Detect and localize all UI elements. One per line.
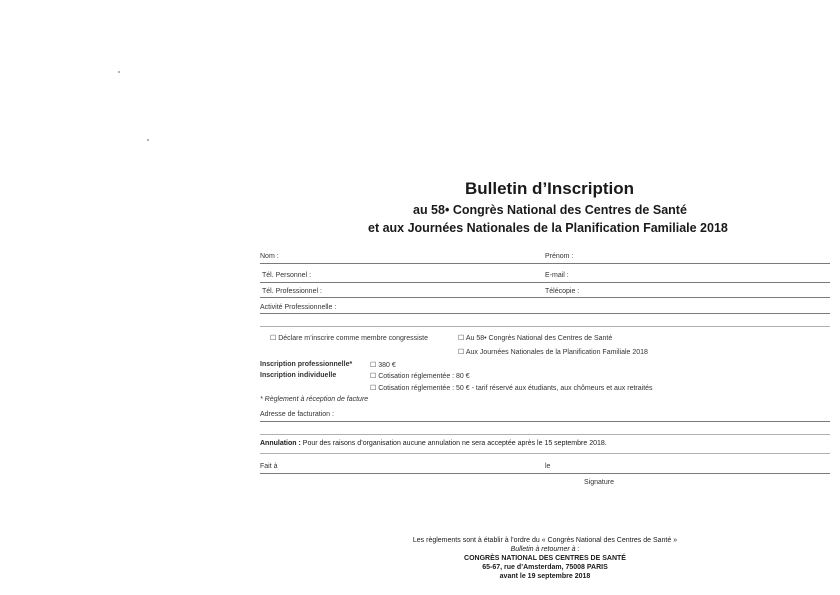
field-line-activite[interactable]: [260, 313, 830, 314]
field-line-nom[interactable]: [260, 263, 830, 264]
label-email: E-mail :: [545, 272, 569, 279]
field-line-activite-2[interactable]: [260, 326, 830, 327]
form-subtitle-journees: et aux Journées Nationales de la Planification Familiale 2018: [368, 221, 728, 235]
footer-adresse: 65-67, rue d’Amsterdam, 75008 PARIS: [482, 564, 608, 571]
footer-organisme: CONGRÈS NATIONAL DES CENTRES DE SANTÉ: [464, 555, 626, 562]
footer-date-limite: avant le 19 septembre 2018: [499, 573, 591, 580]
form-footer: [390, 536, 700, 581]
checkbox-cotisation-50[interactable]: ☐ Cotisation réglementée : 50 € - tarif réservé aux étudiants, aux chômeurs et aux retraités: [370, 385, 653, 392]
field-line-facturation-2[interactable]: [260, 434, 830, 435]
label-inscription-pro: Inscription professionnelle*: [260, 361, 353, 368]
checkbox-congres[interactable]: ☐ Au 58• Congrès National des Centres de Santé: [458, 335, 613, 342]
label-telecopie: Télécopie :: [545, 288, 580, 295]
annulation-label: Annulation :: [260, 440, 301, 447]
annulation-notice: [260, 440, 607, 447]
annulation-divider: [260, 453, 830, 454]
form-title: Bulletin d’Inscription: [465, 179, 635, 198]
label-le: le: [545, 463, 551, 470]
label-signature: Signature: [584, 479, 614, 486]
label-activite: Activité Professionnelle :: [260, 304, 337, 311]
checkbox-inscription-pro[interactable]: ☐ 380 €: [370, 362, 396, 369]
label-tel-professionnel: Tél. Professionnel :: [262, 288, 322, 295]
label-tel-personnel: Tél. Personnel :: [262, 272, 312, 279]
field-line-tel-professionnel[interactable]: [260, 297, 830, 298]
scan-speck: [118, 71, 120, 73]
field-line-fait-a[interactable]: [260, 473, 830, 474]
checkbox-declare[interactable]: ☐ Déclare m’inscrire comme membre congressiste: [270, 335, 428, 342]
form-subtitle-congres: au 58• Congrès National des Centres de Santé: [413, 203, 687, 217]
footer-reglement: Les règlements sont à établir à l’ordre du « Congrès National des Centres de Santé »: [412, 537, 678, 544]
footer-retourner: Bulletin à retourner à :: [510, 546, 580, 553]
label-inscription-indiv: Inscription individuelle: [260, 372, 337, 379]
annulation-text: Pour des raisons d’organisation aucune annulation ne sera acceptée après le 15 septembre 2018.: [302, 440, 607, 447]
checkbox-cotisation-80[interactable]: ☐ Cotisation réglementée : 80 €: [370, 373, 470, 380]
scan-speck: [147, 139, 149, 141]
checkbox-journees[interactable]: ☐ Aux Journées Nationales de la Planification Familiale 2018: [458, 349, 648, 356]
label-nom: Nom :: [260, 253, 279, 260]
note-reglement: * Règlement à réception de facture: [260, 396, 369, 403]
label-adresse-facturation: Adresse de facturation :: [260, 411, 334, 418]
label-fait-a: Fait à: [260, 463, 278, 470]
field-line-facturation[interactable]: [260, 421, 830, 422]
label-prenom: Prénom :: [545, 253, 574, 260]
field-line-tel-personnel[interactable]: [260, 282, 830, 283]
